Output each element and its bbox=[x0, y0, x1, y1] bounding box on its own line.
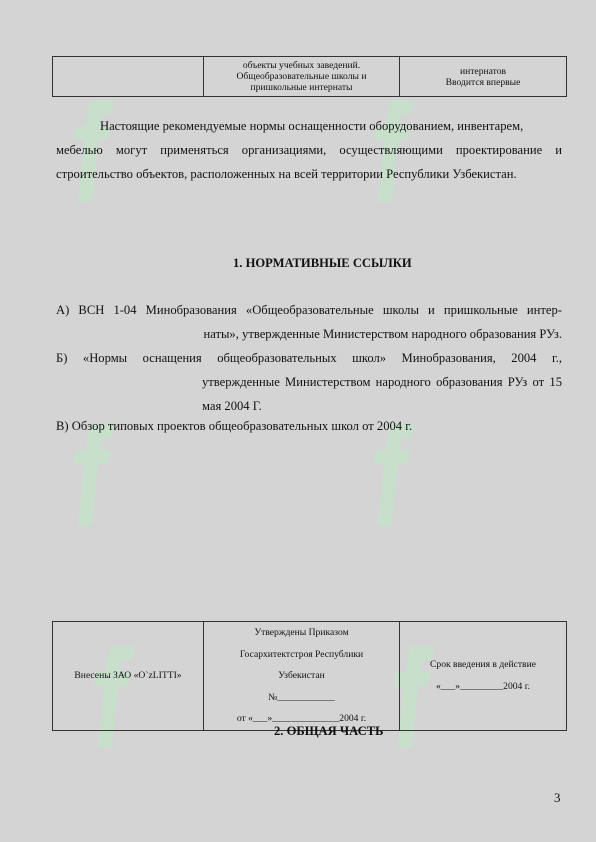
effective-date-cell: Срок введения в действие «___»_________2004 г. bbox=[400, 622, 567, 731]
intro-line: строительство объектов, расположенных на всей территории Республики Узбекистан. bbox=[56, 167, 517, 181]
header-cell-empty bbox=[53, 57, 204, 97]
page-number: 3 bbox=[554, 790, 561, 805]
header-cell-object: объекты учебных заведений. Общеобразовательные школы и пришкольные интернаты bbox=[204, 57, 400, 97]
reference-b-line: утвержденные Министерством народного образования РУз от 15 bbox=[202, 375, 562, 389]
reference-b-line: Б) «Нормы оснащения общеобразовательных школ» Минобразования, 2004 г., bbox=[56, 351, 562, 365]
intro-line: мебелью могут применяться организациями, осуществляющими проектирование и bbox=[56, 143, 562, 157]
approved-by-cell: Утверждены Приказом Госархитектстроя Республики Узбекистан №____________ от «___»______________2004 г. bbox=[204, 622, 400, 731]
reference-a-line: наты», утвержденные Министерством народного образования РУз. bbox=[203, 327, 562, 341]
section-1-title: 1. НОРМАТИВНЫЕ ССЫЛКИ bbox=[233, 256, 412, 270]
approval-table bbox=[52, 621, 567, 731]
reference-c-line: В) Обзор типовых проектов общеобразовательных школ от 2004 г. bbox=[56, 419, 413, 433]
section-2-title: 2. ОБЩАЯ ЧАСТЬ bbox=[274, 724, 384, 738]
introduced-by-cell: Внесены ЗАО «O`zLITTI» bbox=[53, 622, 204, 731]
intro-line: Настоящие рекомендуемые нормы оснащенности оборудованием, инвентарем, bbox=[100, 119, 524, 133]
header-table bbox=[52, 56, 567, 97]
header-cell-status: интернатов Вводится впервые bbox=[400, 57, 567, 97]
reference-a-line: А) ВСН 1-04 Минобразования «Общеобразовательные школы и пришкольные интер- bbox=[56, 303, 562, 317]
reference-b-line: мая 2004 Г. bbox=[202, 399, 262, 413]
